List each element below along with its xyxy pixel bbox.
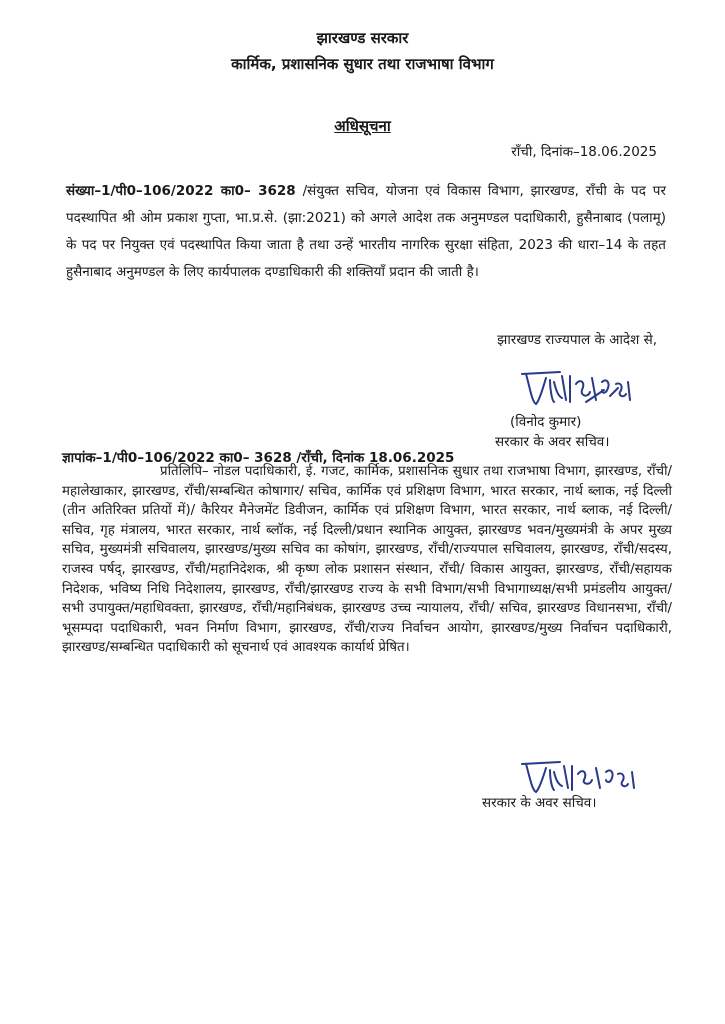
memo-body: प्रतिलिपि– नोडल पदाधिकारी, ई. गजट, कार्मिक, प्रशासनिक सुधार तथा राजभाषा विभाग, झारखण्ड, राँची/महालेखाकार, झारखण्ड, राँची/सम्बन्धित कोषागार/ सचिव, कार्मिक एवं प्रशिक्षण विभाग, भारत सरकार, नार्थ ब्लाक, नई दिल्ली (तीन अतिरिक्त प्रतियों में)/ कैरियर मैनेजमेंट डिवीजन, कार्मिक एवं प्रशिक्षण विभाग, भारत सरकार, नार्थ ब्लाक, नई दिल्ली/सचिव, गृह मंत्रालय, भारत सरकार, नार्थ ब्लॉक, नई दिल्ली/प्रधान स्थानिक आयुक्त, झारखण्ड भवन/मुख्यमंत्री के अपर मुख्य सचिव, मुख्यमंत्री सचिवालय, झारखण्ड/मुख्य सचिव का कोषांग, झारखण्ड, राँची/राज्यपाल सचिवालय, झारखण्ड, राँची/सदस्य, राजस्व पर्षद्, झारखण्ड, राँची/महानिदेशक, श्री कृष्ण लोक प्रशासन संस्थान, राँची/ विकास आयुक्त, झारखण्ड, राँची/सहायक निदेशक, भविष्य निधि निदेशालय, झारखण्ड, राँची/झारखण्ड राज्य के सभी विभाग/सभी विभागाध्यक्ष/सभी प्रमंडलीय आयुक्त/सभी उपायुक्त/महाधिवक्ता, झारखण्ड, राँची/महानिबंधक, झारखण्ड उच्च न्यायालय, राँची/ सचिव, झारखण्ड विधानसभा, राँची/ भूसम्पदा पदाधिकारी, भवन निर्माण विभाग, झारखण्ड, राँची/राज्य निर्वाचन आयोग, झारखण्ड/मुख्य निर्वाचन पदाधिकारी, झारखण्ड/सम्बन्धित पदाधिकारी को सूचनार्थ एवं आवश्यक कार्यार्थ प्रेषित। <box>62 464 672 656</box>
memo-header: ज्ञापांक–1/पी0–106/2022 का0– 3628 /राँची, दिनांक 18.06.2025 <box>62 450 455 466</box>
place-date: राँची, दिनांक–18.06.2025 <box>511 144 657 160</box>
document-title-text: अधिसूचना <box>334 117 391 135</box>
signatory-designation: सरकार के अवर सचिव। <box>495 434 610 450</box>
signatory-name: (विनोद कुमार) <box>510 414 582 430</box>
signature-image-1 <box>520 360 650 415</box>
order-line: झारखण्ड राज्यपाल के आदेश से, <box>497 332 657 348</box>
document-title <box>0 116 725 136</box>
signatory2-designation: सरकार के अवर सचिव। <box>482 795 597 811</box>
government-heading: झारखण्ड सरकार <box>316 29 409 47</box>
memo-paragraph <box>62 462 672 658</box>
notification-paragraph <box>66 178 666 286</box>
notification-body: /संयुक्त सचिव, योजना एवं विकास विभाग, झारखण्ड, राँची के पद पर पदस्थापित श्री ओम प्रकाश गुप्ता, भा.प्र.से. (झा:2021) को अगले आदेश तक अनुमण्डल पदाधिकारी, हुसैनाबाद (पलामू) के पद पर नियुक्त एवं पदस्थापित किया जाता है तथा उन्हें भारतीय नागरिक सुरक्षा संहिता, 2023 की धारा–14 के तहत हुसैनाबाद अनुमण्डल के लिए कार्यपालक दण्डाधिकारी की शक्तियाँ प्रदान की जाती है। <box>66 183 667 280</box>
notification-ref: संख्या–1/पी0–106/2022 का0– 3628 <box>66 183 296 199</box>
department-heading: कार्मिक, प्रशासनिक सुधार तथा राजभाषा विभाग <box>231 55 494 73</box>
